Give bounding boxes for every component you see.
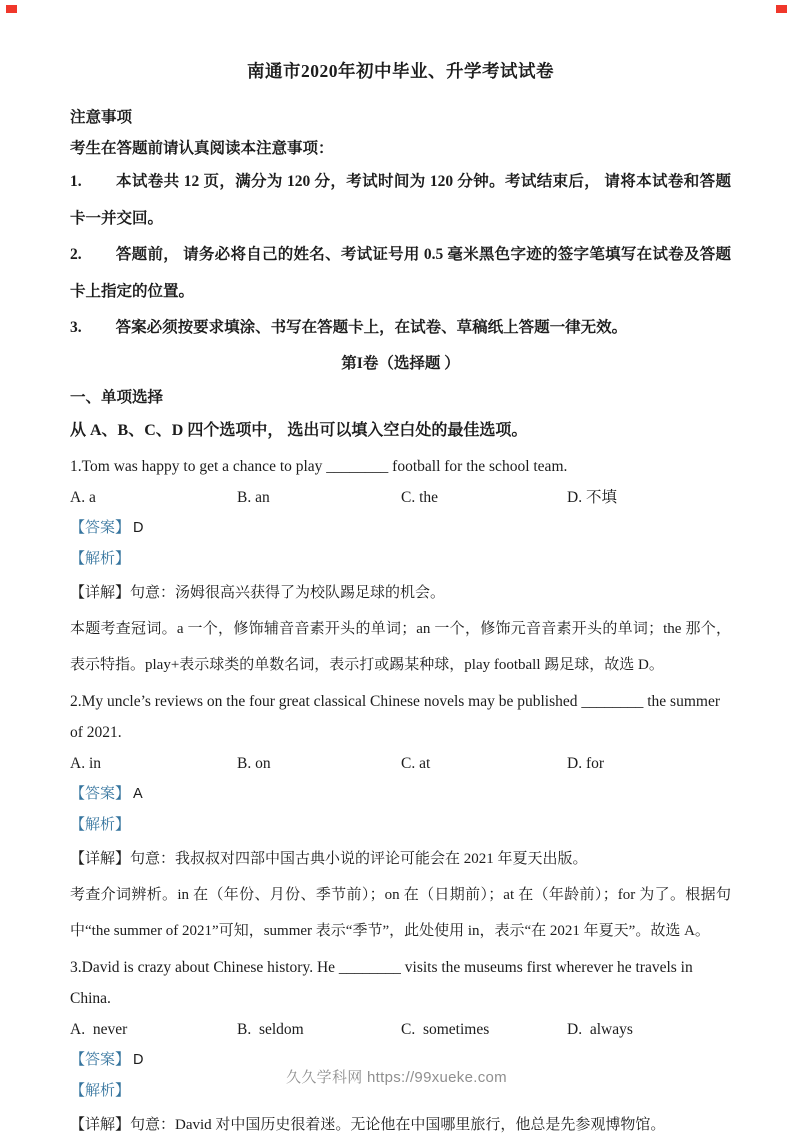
answer-label: 【答案】 (70, 785, 131, 802)
notice-item-3-number: 3. (70, 319, 82, 336)
notice-item-2 (70, 237, 731, 310)
question-block-2 (70, 686, 731, 949)
option-b: B. on (237, 754, 271, 772)
option-a: A. in (70, 754, 101, 772)
notice-item-3-text: 答案必须按要求填涂、书写在答题卡上，在试卷、草稿纸上答题一律无效。 (115, 319, 628, 336)
notice-heading: 注意事项 (70, 109, 133, 126)
section-instruction: 从 A、B、C、D 四个选项中， 选出可以填入空白处的最佳选项。 (70, 421, 528, 439)
part-title: 第I卷（选择题 ） (341, 354, 460, 372)
option-b: B. an (237, 488, 270, 506)
option-c: C. at (401, 754, 431, 772)
analysis-label: 【解析】 (70, 1082, 131, 1099)
watermark-footer: 久久学科网 https://99xueke.com (286, 1069, 507, 1086)
answer-value: D (133, 1051, 144, 1068)
detail-paragraph: 【详解】句意：David 对中国历史很着迷。无论他在中国哪里旅行，他总是先参观博物馆。 (70, 1116, 666, 1133)
question-block-3 (70, 952, 731, 1143)
analysis-line (70, 544, 731, 575)
red-crop-mark-left (6, 5, 17, 13)
notice-item-3 (70, 310, 731, 347)
question-block-1 (70, 451, 731, 683)
detail-paragraph: 考查介词辨析。in 在（年份、月份、季节前）；on 在（日期前）；at 在（年龄前）；for 为了。根据句中“the summer of 2021”可知，summer 表示“季节”，此处使用 in，表示“在 2021 年夏天”。故选 A。 (70, 886, 731, 939)
option-a: A. never (70, 1020, 128, 1038)
analysis-label: 【解析】 (70, 816, 131, 833)
answer-line (70, 513, 731, 544)
answer-value: A (133, 785, 143, 802)
answer-line (70, 779, 731, 810)
option-c: C. the (401, 488, 439, 506)
notice-item-2-number: 2. (70, 246, 82, 263)
option-d: D. for (567, 754, 605, 772)
option-d: D. always (567, 1020, 633, 1038)
notice-item-1-number: 1. (70, 173, 82, 190)
notice-item-1 (70, 164, 731, 237)
answer-label: 【答案】 (70, 1051, 131, 1068)
notice-intro: 考生在答题前请认真阅读本注意事项： (70, 140, 334, 157)
question-stem: 1.Tom was happy to get a chance to play ________ football for the school team. (70, 457, 568, 475)
answer-value: D (133, 519, 144, 536)
option-d: D. 不填 (567, 488, 617, 506)
page-title: 南通市2020年初中毕业、升学考试试卷 (247, 61, 554, 81)
notice-item-2-text: 答题前， 请务必将自己的姓名、考试证号用 0.5 毫米黑色字迹的签字笔填写在试卷及答题卡上指定的位置。 (70, 246, 731, 300)
question-stem: 3.David is crazy about Chinese history. He ________ visits the museums first wherever he travels in China. (70, 958, 693, 1007)
red-crop-mark-right (776, 5, 787, 13)
analysis-label: 【解析】 (70, 550, 131, 567)
answer-label: 【答案】 (70, 519, 131, 536)
notice-item-1-text: 本试卷共 12 页，满分为 120 分，考试时间为 120 分钟。考试结束后， 请将本试卷和答题卡一并交回。 (70, 173, 731, 227)
option-b: B. seldom (237, 1020, 304, 1038)
detail-paragraph: 本题考查冠词。a 一个，修饰辅音音素开头的单词；an 一个，修饰元音音素开头的单词；the 那个，表示特指。play+表示球类的单数名词，表示打或踢某种球，play football 踢足球，故选 D。 (70, 620, 731, 673)
options-row (70, 1014, 731, 1045)
analysis-line (70, 810, 731, 841)
option-c: C. sometimes (401, 1020, 490, 1038)
options-row (70, 748, 731, 779)
option-a: A. a (70, 488, 96, 506)
options-row (70, 482, 731, 513)
detail-paragraph: 【详解】句意：我叔叔对四部中国古典小说的评论可能会在 2021 年夏天出版。 (70, 850, 588, 867)
question-stem: 2.My uncle’s reviews on the four great classical Chinese novels may be published ________ the summer of 2021. (70, 692, 720, 741)
section-title: 一、单项选择 (70, 388, 164, 406)
detail-paragraph: 【详解】句意：汤姆很高兴获得了为校队踢足球的机会。 (70, 584, 446, 601)
